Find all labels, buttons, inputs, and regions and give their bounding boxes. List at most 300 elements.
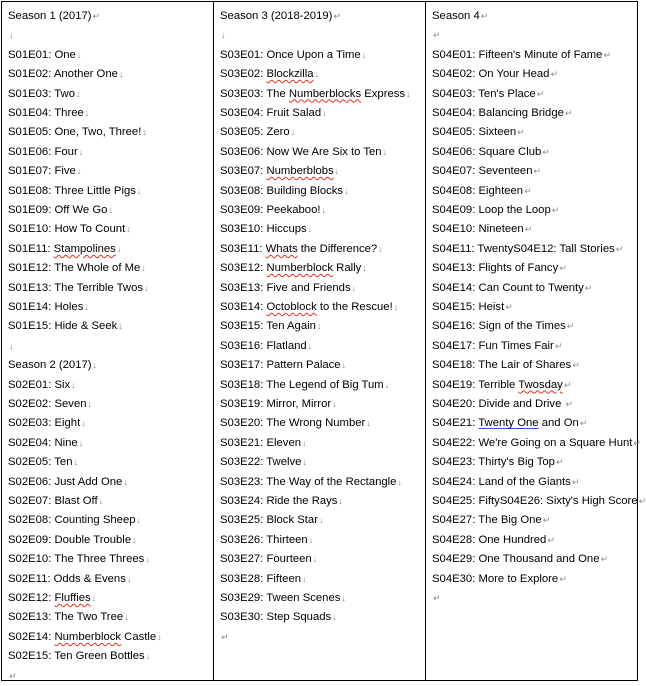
- line-text: S02E04: Nine: [8, 436, 78, 449]
- episode-line: [220, 220, 312, 239]
- line-text: S04E29: One Thousand and One: [432, 553, 600, 566]
- line-text: Express: [361, 87, 406, 100]
- line-text: S02E12:: [8, 592, 55, 604]
- line-text: S03E03: The: [220, 87, 289, 100]
- line-break-mark-icon: ↓: [145, 554, 150, 565]
- line-break-mark-icon: ↓: [314, 69, 320, 80]
- line-break-mark-icon: ↓: [84, 108, 90, 118]
- episode-line: [220, 395, 337, 414]
- episode-line: [8, 220, 131, 239]
- line-text: S04E10: Nineteen: [432, 223, 524, 236]
- line-break-mark-icon: ↓: [71, 379, 76, 390]
- line-text: S03E13: Five and Friends: [220, 281, 351, 294]
- episode-line: [8, 589, 96, 608]
- line-text: S03E30: Step Squads: [220, 611, 332, 624]
- paragraph-mark-icon: ↵: [554, 340, 563, 351]
- line-text: S01E04: Three: [8, 107, 84, 119]
- line-text: S01E05: One, Two, Three!: [8, 126, 142, 139]
- season-1-2-column[interactable]: [2, 2, 213, 680]
- line-break-mark-icon: ↓: [78, 437, 84, 448]
- episode-line: [8, 608, 129, 627]
- paragraph-mark-icon: ↵: [547, 534, 555, 545]
- line-break-mark-icon: ↓: [302, 437, 307, 448]
- line-break-mark-icon: ↓: [76, 166, 82, 177]
- line-text: S02E07: Blast Off: [8, 495, 98, 507]
- line-break-mark-icon: ↓: [132, 534, 137, 545]
- episode-line: [8, 123, 147, 142]
- paragraph-mark-icon: ↵: [433, 593, 441, 603]
- line-text: S03E12:: [220, 262, 267, 275]
- line-text: S01E07: Five: [8, 165, 76, 178]
- line-text: S04E21:: [432, 417, 479, 430]
- paragraph-mark-icon: ↵: [524, 224, 533, 235]
- episode-line: [8, 104, 89, 123]
- line-text: and On: [538, 417, 579, 430]
- line-break-mark-icon: ↓: [307, 224, 313, 235]
- line-text: S04E05: Sixteen: [432, 126, 517, 139]
- episode-line: [8, 298, 89, 317]
- episode-line: [220, 531, 313, 550]
- line-text: S04E28: One Hundred: [432, 533, 547, 546]
- empty-line: [8, 26, 14, 45]
- line-text: S01E09: Off We Go: [8, 204, 108, 216]
- line-break-mark-icon: ↓: [302, 573, 307, 584]
- line-text: S04E18: The Lair of Shares: [432, 359, 572, 372]
- episode-line: [432, 85, 544, 104]
- episode-line: [8, 162, 81, 181]
- line-break-mark-icon: ↓: [142, 127, 147, 138]
- season-heading: [220, 7, 341, 26]
- line-text: S02E08: Counting Sheep: [8, 514, 136, 527]
- episode-line: [432, 162, 541, 181]
- episode-line: [220, 414, 371, 433]
- line-break-mark-icon: ↓: [378, 243, 383, 254]
- episode-line: [220, 259, 367, 278]
- line-text: Numberblock: [266, 262, 334, 275]
- line-break-mark-icon: ↓: [302, 457, 307, 468]
- line-break-mark-icon: ↓: [87, 399, 93, 409]
- line-text: Season 2 (2017): [8, 359, 92, 372]
- line-text: S03E19: Mirror, Mirror: [220, 398, 332, 410]
- line-break-mark-icon: ↓: [76, 49, 82, 60]
- line-text: S03E18: The Legend of Big Tum: [220, 378, 384, 391]
- episode-line: [220, 550, 317, 569]
- episode-line: [220, 570, 307, 589]
- line-text: S03E11:: [220, 242, 266, 255]
- episode-line: [220, 65, 319, 84]
- episode-line: [432, 356, 580, 375]
- line-text: S03E25: Block Star: [220, 514, 318, 527]
- line-text: S04E09: Loop the Loop: [432, 204, 551, 216]
- line-break-mark-icon: ↓: [145, 651, 151, 662]
- paragraph-mark-icon: ↵: [542, 146, 550, 157]
- episode-line: [220, 376, 389, 395]
- line-text: Season 1 (2017): [8, 10, 92, 22]
- line-text: S03E26: Thirteen: [220, 533, 308, 546]
- episode-line: [8, 376, 76, 395]
- season-4-column[interactable]: [425, 2, 646, 680]
- paragraph-mark-icon: ↵: [633, 437, 641, 448]
- season-3-column[interactable]: [213, 2, 425, 680]
- line-break-mark-icon: ↓: [126, 224, 131, 235]
- episode-line: [432, 511, 550, 530]
- episode-line: [8, 628, 162, 647]
- episode-line: [432, 143, 550, 162]
- line-text: Blockzilla: [266, 68, 314, 81]
- paragraph-mark-icon: ↵: [563, 379, 572, 390]
- line-text: S04E07: Seventeen: [432, 165, 533, 178]
- empty-line: [432, 589, 441, 608]
- line-break-mark-icon: ↓: [78, 146, 84, 157]
- line-text: S02E13: The Two Tree: [8, 611, 124, 624]
- line-break-mark-icon: ↓: [332, 612, 337, 623]
- paragraph-mark-icon: ↵: [505, 302, 513, 312]
- line-break-mark-icon: ↓: [144, 282, 149, 293]
- episode-line: [220, 356, 346, 375]
- line-break-mark-icon: ↓: [221, 30, 226, 41]
- paragraph-mark-icon: ↵: [559, 573, 567, 584]
- line-break-mark-icon: ↓: [116, 243, 122, 254]
- paragraph-mark-icon: ↵: [542, 515, 551, 526]
- line-break-mark-icon: ↓: [351, 282, 357, 293]
- episode-line: [220, 453, 307, 472]
- episode-line: [432, 259, 567, 278]
- line-text: Octoblock: [266, 301, 317, 313]
- episode-line: [8, 531, 137, 550]
- episode-line: [8, 317, 123, 336]
- line-break-mark-icon: ↓: [308, 534, 314, 545]
- line-break-mark-icon: ↓: [338, 496, 343, 506]
- line-text: S03E04: Fruit Salad: [220, 107, 322, 119]
- line-text: S01E11:: [8, 242, 54, 255]
- line-break-mark-icon: ↓: [84, 302, 89, 312]
- episode-line: [432, 240, 623, 259]
- line-text: S03E05: Zero: [220, 126, 290, 139]
- episode-line: [220, 240, 383, 259]
- episode-line: [8, 259, 146, 278]
- line-break-mark-icon: ↓: [9, 340, 14, 351]
- line-break-mark-icon: ↓: [136, 515, 142, 526]
- paragraph-mark-icon: ↵: [533, 166, 542, 177]
- line-text: S03E14:: [220, 301, 267, 313]
- paragraph-mark-icon: ↵: [566, 321, 575, 332]
- episode-line: [432, 279, 592, 298]
- season-heading: [432, 7, 488, 26]
- episode-line: [220, 298, 398, 317]
- episode-line: [8, 395, 92, 414]
- line-break-mark-icon: ↓: [81, 418, 86, 429]
- line-text: S01E03: Two: [8, 87, 75, 100]
- line-text: S04E24: Land of the Giants: [432, 475, 571, 488]
- line-text: Numberblocks: [288, 87, 362, 100]
- episode-line: [220, 317, 321, 336]
- episode-line: [8, 414, 86, 433]
- line-break-mark-icon: ↓: [108, 205, 113, 215]
- line-break-mark-icon: ↓: [366, 418, 371, 429]
- line-text: S03E08: Building Blocks: [220, 184, 344, 197]
- paragraph-mark-icon: ↵: [579, 418, 588, 429]
- line-text: S02E05: Ten: [8, 456, 73, 469]
- episode-line: [8, 492, 103, 511]
- line-text: S03E20: The Wrong Number: [220, 417, 366, 430]
- line-break-mark-icon: ↓: [73, 457, 78, 468]
- line-text: S03E29: Tween Scenes: [220, 592, 341, 604]
- line-break-mark-icon: ↓: [316, 321, 322, 332]
- line-text: S04E17: Fun Times Fair: [432, 339, 554, 352]
- line-text: S03E23: The Way of the Rectangle: [220, 475, 397, 488]
- paragraph-mark-icon: ↵: [559, 263, 567, 274]
- line-break-mark-icon: ↓: [334, 166, 340, 177]
- episode-line: [8, 647, 150, 666]
- paragraph-mark-icon: ↵: [572, 360, 580, 371]
- episode-line: [8, 240, 121, 259]
- episode-line: [432, 65, 558, 84]
- episode-line: [432, 570, 567, 589]
- line-break-mark-icon: ↓: [312, 554, 318, 565]
- episode-line: [220, 434, 307, 453]
- line-text: S02E01: Six: [8, 378, 71, 391]
- line-text: S03E17: Pattern Palace: [220, 359, 341, 372]
- line-text: S02E06: Just Add One: [8, 475, 123, 488]
- line-text: Rally: [333, 262, 362, 275]
- line-text: to the Rescue!: [316, 301, 393, 313]
- line-break-mark-icon: ↓: [382, 146, 388, 157]
- episode-line: [8, 511, 141, 530]
- episode-line: [432, 337, 562, 356]
- paragraph-mark-icon: ↵: [480, 11, 489, 21]
- episode-line: [432, 201, 559, 220]
- line-text: S03E01: Once Upon a Time: [220, 48, 361, 61]
- episode-line: [432, 376, 571, 395]
- paragraph-mark-icon: ↵: [517, 127, 525, 138]
- episode-line: [432, 104, 572, 123]
- episode-line: [220, 123, 295, 142]
- line-break-mark-icon: ↓: [307, 340, 313, 351]
- paragraph-mark-icon: ↵: [221, 631, 229, 642]
- episode-line: [220, 143, 387, 162]
- line-text: S03E22: Twelve: [220, 456, 302, 469]
- paragraph-mark-icon: ↵: [92, 11, 101, 21]
- episode-line: [432, 531, 555, 550]
- empty-line: [432, 26, 441, 45]
- paragraph-mark-icon: ↵: [433, 30, 441, 41]
- episode-line: [220, 162, 339, 181]
- paragraph-mark-icon: ↵: [555, 457, 564, 468]
- line-break-mark-icon: ↓: [397, 476, 402, 487]
- episode-line: [432, 220, 532, 239]
- line-break-mark-icon: ↓: [118, 321, 123, 332]
- episode-line: [8, 143, 83, 162]
- line-text: S04E03: Ten's Place: [432, 87, 536, 100]
- season-heading: [8, 356, 97, 375]
- episode-line: [432, 182, 532, 201]
- paragraph-mark-icon: ↵: [584, 282, 593, 293]
- line-text: Whats: [265, 242, 298, 255]
- line-text: S02E02: Seven: [8, 398, 87, 410]
- episode-line: [432, 46, 611, 65]
- line-text: S04E27: The Big One: [432, 514, 542, 527]
- line-text: Numberblobs: [266, 165, 334, 178]
- line-text: S03E28: Fifteen: [220, 572, 302, 585]
- line-text: S04E01: Fifteen's Minute of Fame: [432, 48, 603, 61]
- line-break-mark-icon: ↓: [141, 263, 146, 274]
- paragraph-mark-icon: ↵: [551, 205, 560, 215]
- episode-line: [220, 85, 411, 104]
- episode-line: [432, 453, 563, 472]
- episode-line: [220, 511, 323, 530]
- line-break-mark-icon: ↓: [98, 496, 104, 506]
- paragraph-mark-icon: ↵: [333, 11, 341, 21]
- line-text: S03E24: Ride the Rays: [220, 495, 338, 507]
- line-break-mark-icon: ↓: [341, 593, 346, 603]
- episode-line: [220, 182, 349, 201]
- episode-line: [8, 473, 128, 492]
- line-break-mark-icon: ↓: [332, 399, 337, 409]
- line-text: S04E16: Sign of the Times: [432, 320, 566, 333]
- line-text: S01E06: Four: [8, 145, 78, 158]
- line-break-mark-icon: ↓: [361, 49, 367, 60]
- episode-line: [220, 589, 346, 608]
- episode-line: [432, 473, 579, 492]
- episode-line: [432, 317, 574, 336]
- line-text: S04E20: Divide and Drive: [432, 398, 565, 410]
- line-text: S01E01: One: [8, 48, 76, 61]
- episode-line: [8, 434, 83, 453]
- episode-line: [220, 608, 337, 627]
- line-text: S01E15: Hide & Seek: [8, 320, 118, 333]
- line-text: S04E14: Can Count to Twenty: [432, 281, 584, 294]
- line-text: S03E21: Eleven: [220, 436, 302, 449]
- line-text: S01E12: The Whole of Me: [8, 262, 141, 275]
- episode-line: [8, 46, 81, 65]
- line-text: S04E15: Heist: [432, 301, 505, 313]
- line-text: Fluffies: [54, 592, 91, 604]
- line-text: S02E10: The Three Threes: [8, 553, 145, 566]
- paragraph-mark-icon: ↵: [600, 554, 609, 565]
- line-text: S03E09: Peekaboo!: [220, 204, 321, 216]
- line-text: S04E06: Square Club: [432, 145, 542, 158]
- line-break-mark-icon: ↓: [344, 185, 349, 196]
- empty-line: [220, 628, 229, 647]
- line-text: Season 4: [432, 10, 480, 22]
- paragraph-mark-icon: ↵: [615, 243, 624, 254]
- episode-line: [432, 414, 587, 433]
- line-text: the Difference?: [297, 242, 378, 255]
- line-text: S03E06: Now We Are Six to Ten: [220, 145, 382, 158]
- episode-line: [8, 279, 149, 298]
- line-break-mark-icon: ↓: [322, 108, 327, 118]
- empty-line: [220, 26, 226, 45]
- line-break-mark-icon: ↓: [341, 360, 347, 371]
- line-text: S01E14: Holes: [8, 301, 84, 313]
- line-text: S04E19: Terrible: [432, 378, 519, 391]
- line-break-mark-icon: ↓: [318, 515, 324, 526]
- episode-line: [220, 337, 312, 356]
- line-break-mark-icon: ↓: [118, 69, 124, 80]
- paragraph-mark-icon: ↵: [571, 476, 580, 487]
- line-break-mark-icon: ↓: [384, 379, 390, 390]
- episode-line: [8, 570, 131, 589]
- line-text: Season 3 (2018-2019): [220, 10, 333, 22]
- episode-line: [220, 201, 326, 220]
- line-text: S04E13: Flights of Fancy: [432, 262, 559, 275]
- line-text: S01E10: How To Count: [8, 223, 126, 236]
- episode-line: [432, 123, 525, 142]
- line-break-mark-icon: ↓: [124, 612, 129, 623]
- episode-line: [220, 492, 343, 511]
- line-text: S01E13: The Terrible Twos: [8, 281, 144, 294]
- line-text: S03E02:: [220, 68, 267, 81]
- episode-line: [432, 550, 608, 569]
- paragraph-mark-icon: ↵: [524, 185, 532, 196]
- season-heading: [8, 7, 100, 26]
- empty-line: [8, 337, 14, 356]
- episode-line: [432, 298, 513, 317]
- line-text: S02E09: Double Trouble: [8, 533, 132, 546]
- line-text: S01E08: Three Little Pigs: [8, 184, 136, 197]
- line-text: S03E15: Ten Again: [220, 320, 316, 333]
- line-text: S04E23: Thirty's Big Top: [432, 456, 555, 469]
- line-break-mark-icon: ↓: [157, 631, 162, 642]
- episode-line: [220, 104, 327, 123]
- paragraph-mark-icon: ↵: [603, 49, 611, 60]
- paragraph-mark-icon: ↵: [550, 69, 558, 80]
- line-text: S04E30: More to Explore: [432, 572, 559, 585]
- line-text: S02E11: Odds & Evens: [8, 572, 126, 585]
- line-text: S04E25: FiftyS04E26: Sixty's High Score: [432, 495, 638, 507]
- episode-line: [8, 65, 123, 84]
- line-break-mark-icon: ↓: [123, 476, 128, 487]
- line-text: S04E08: Eighteen: [432, 184, 524, 197]
- line-break-mark-icon: ↓: [406, 88, 411, 99]
- line-text: Castle: [121, 630, 157, 643]
- episode-line: [432, 395, 573, 414]
- episode-line: [432, 492, 646, 511]
- line-text: S01E02: Another One: [8, 68, 118, 81]
- line-text: Twenty One: [478, 417, 539, 430]
- episode-line: [220, 473, 402, 492]
- line-break-mark-icon: ↓: [92, 360, 98, 371]
- episode-line: [8, 182, 141, 201]
- line-break-mark-icon: ↓: [126, 573, 132, 584]
- episode-line: [432, 434, 641, 453]
- line-text: S02E14:: [8, 630, 55, 643]
- episode-line: [8, 453, 78, 472]
- line-text: S02E15: Ten Green Bottles: [8, 650, 145, 663]
- line-text: Twosday: [518, 378, 563, 391]
- episode-line: [8, 550, 150, 569]
- paragraph-mark-icon: ↵: [9, 670, 17, 681]
- paragraph-mark-icon: ↵: [564, 108, 573, 118]
- line-break-mark-icon: ↓: [321, 205, 326, 215]
- episode-line: [8, 201, 113, 220]
- line-break-mark-icon: ↓: [290, 127, 296, 138]
- line-text: S04E11: TwentyS04E12: Tall Stories: [432, 242, 615, 255]
- line-text: S02E03: Eight: [8, 417, 81, 430]
- line-break-mark-icon: ↓: [136, 185, 142, 196]
- line-text: Stampolines: [53, 242, 116, 255]
- episode-line: [8, 85, 81, 104]
- line-text: S04E22: We're Going on a Square Hunt: [432, 436, 633, 449]
- line-text: S03E10: Hiccups: [220, 223, 307, 236]
- empty-line: [8, 667, 17, 686]
- line-text: S03E27: Fourteen: [220, 553, 312, 566]
- paragraph-mark-icon: ↵: [536, 88, 545, 99]
- line-break-mark-icon: ↓: [9, 30, 14, 41]
- paragraph-mark-icon: ↵: [638, 496, 646, 506]
- paragraph-mark-icon: ↵: [565, 399, 574, 409]
- line-break-mark-icon: ↓: [91, 593, 97, 603]
